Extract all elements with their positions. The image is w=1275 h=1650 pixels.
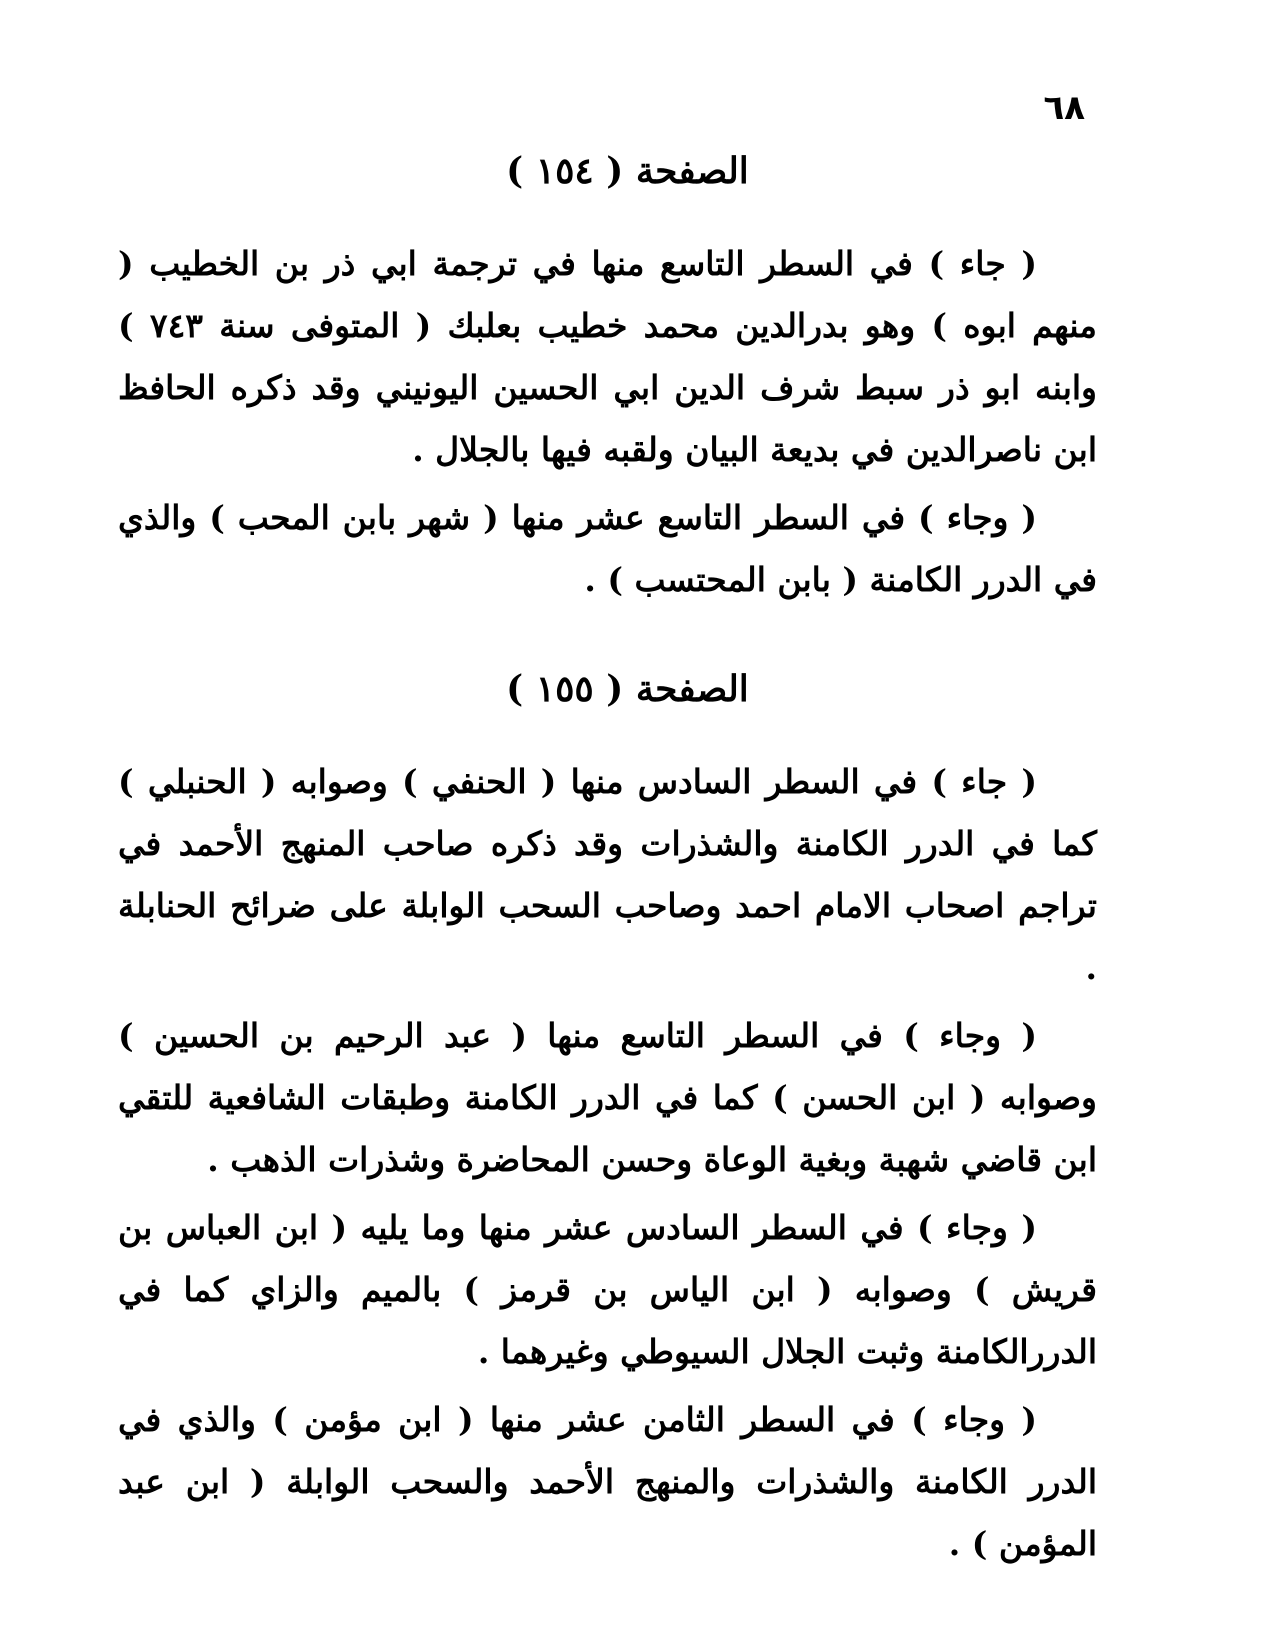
paragraph: ( وجاء ) في السطر الثامن عشر منها ( ابن مؤمن ) والذي في الدرر الكامنة والشذرات والمنهج الأحمد والسحب الوابلة ( ابن عبد المؤمن ) . bbox=[118, 1400, 1097, 1564]
section-page-155 bbox=[118, 668, 1097, 1581]
section-heading: الصفحة ( ١٥٥ ) bbox=[506, 668, 749, 710]
section-heading: الصفحة ( ١٥٤ ) bbox=[506, 150, 749, 192]
page-number: ٦٨ bbox=[1043, 88, 1085, 128]
paragraph: ( وجاء ) في السطر السادس عشر منها وما يليه ( ابن العباس بن قريش ) وصوابه ( ابن الياس بن قرمز ) بالميم والزاي كما في الدررالكامنة وثبت الجلال السيوطي وغيرهما . bbox=[118, 1208, 1097, 1372]
paragraph: ( وجاء ) في السطر التاسع عشر منها ( شهر بابن المحب ) والذي في الدرر الكامنة ( بابن المحتسب ) . bbox=[118, 498, 1097, 600]
section-page-154 bbox=[118, 150, 1097, 617]
paragraph: ( جاء ) في السطر التاسع منها في ترجمة ابي ذر بن الخطيب ( منهم ابوه ) وهو بدرالدين محمد خطيب بعلبك ( المتوفى سنة ٧٤٣ ) وابنه ابو ذر سبط شرف الدين ابي الحسين اليونيني وقد ذكره الحافظ ابن ناصرالدين في بديعة البيان ولقبه فيها بالجلال . bbox=[118, 244, 1097, 470]
paragraph: ( وجاء ) في السطر التاسع منها ( عبد الرحيم بن الحسين ) وصوابه ( ابن الحسن ) كما في الدرر الكامنة وطبقات الشافعية للتقي ابن قاضي شهبة وبغية الوعاة وحسن المحاضرة وشذرات الذهب . bbox=[118, 1016, 1097, 1180]
paragraph: ( جاء ) في السطر السادس منها ( الحنفي ) وصوابه ( الحنبلي ) كما في الدرر الكامنة والشذرات وقد ذكره صاحب المنهج الأحمد في تراجم اصحاب الامام احمد وصاحب السحب الوابلة على ضرائح الحنابلة . bbox=[118, 762, 1097, 988]
